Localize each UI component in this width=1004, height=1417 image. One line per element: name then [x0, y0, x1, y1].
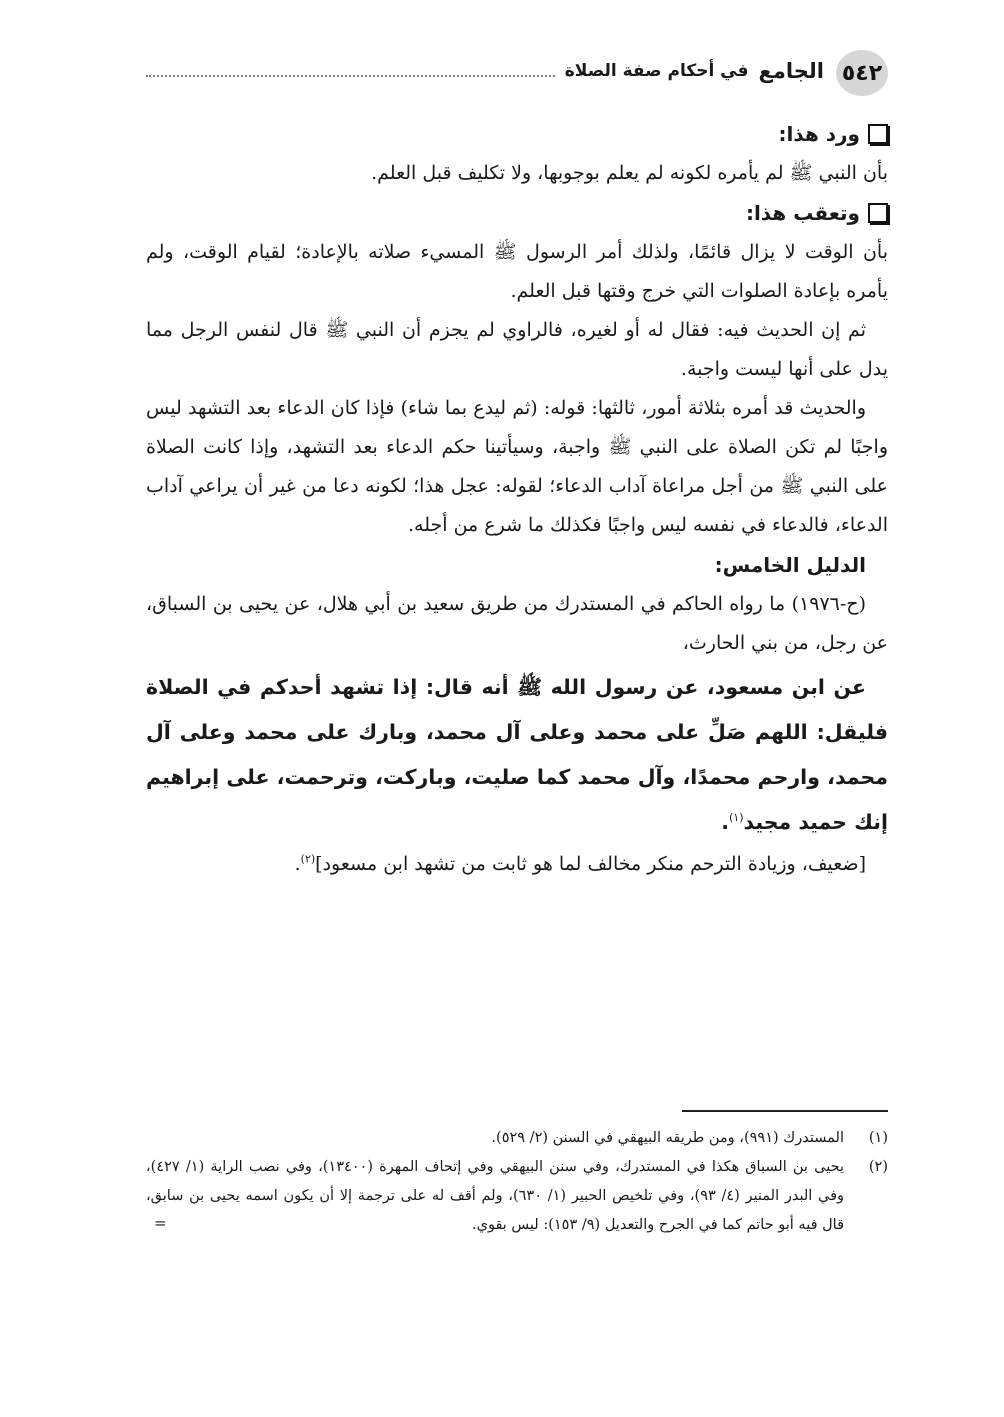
running-header	[146, 50, 888, 98]
footnote-ref-2[interactable]: (٢)	[300, 852, 316, 866]
grading-paragraph	[146, 845, 888, 884]
grading-period: .	[294, 853, 301, 875]
heading-text: ورد هذا:	[778, 122, 860, 146]
paragraph: ثم إن الحديث فيه: فقال له أو لغيره، فالراوي لم يجزم أن النبي ﷺ قال لنفس الرجل مما يدل على أنها ليست واجبة.	[146, 319, 888, 380]
paragraph: والحديث قد أمره بثلاثة أمور، ثالثها: قوله: (ثم ليدع بما شاء) فإذا كان الدعاء بعد التشهد ليس واجبًا لم تكن الصلاة على النبي ﷺ واجبة، وسيأتينا حكم الدعاء بعد التشهد، وإذا كانت الصلاة على النبي ﷺ من أجل مراعاة آداب الدعاء؛ لقوله: عجل هذا؛ لكونه دعا من غير أن يراعي آداب الدعاء، فالدعاء في نفسه ليس واجبًا فكذلك ما شرع من أجله.	[146, 397, 888, 536]
hadith-body: عن ابن مسعود، عن رسول الله ﷺ أنه قال: إذا تشهد أحدكم في الصلاة فليقل: اللهم صَلِّ على محمد وعلى آل محمد، وبارك على محمد وعلى آل محمد، وارحم محمدًا، وآل محمد كما صليت، وباركت، وترحمت، على إبراهيم إنك حميد مجيد	[146, 675, 888, 834]
paragraph: بأن النبي ﷺ لم يأمره لكونه لم يعلم بوجوبها، ولا تكليف قبل العلم.	[371, 162, 888, 184]
section-heading-fifth-evidence: الدليل الخامس:	[714, 553, 866, 577]
section-heading-rebuttal	[146, 114, 888, 154]
footnote-2	[146, 1153, 888, 1240]
grading-text: [ضعيف، وزيادة الترحم منكر مخالف لما هو ثابت من تشهد ابن مسعود]	[315, 853, 866, 875]
header-dotted-leader	[146, 75, 555, 77]
checkbox-square-icon	[868, 203, 888, 223]
paragraph: بأن الوقت لا يزال قائمًا، ولذلك أمر الرسول ﷺ المسيء صلاته بالإعادة؛ لقيام الوقت، ولم يأمره بإعادة الصلوات التي خرج وقتها قبل العلم.	[146, 241, 888, 302]
page-number-badge: ٥٤٢	[836, 50, 888, 96]
checkbox-square-icon	[868, 124, 888, 144]
footnote-separator	[682, 1110, 888, 1112]
hadith-text	[146, 665, 888, 845]
footnote-text: يحيى بن السباق هكذا في المستدرك، وفي سنن البيهقي وفي إتحاف المهرة (١٣٤٠٠)، وفي نصب الراية (١/ ٤٢٧)، وفي البدر المنير (٤/ ٩٣)، وفي تلخيص الحبير (١/ ٦٣٠)، ولم أقف له على ترجمة إلا أن يكون اسمه يحيى بن سابق، قال فيه أبو حاتم كما في الجرح والتعديل (٩/ ١٥٣): ليس بقوي.	[146, 1159, 845, 1233]
main-text	[146, 114, 888, 884]
book-page	[146, 0, 888, 1417]
section-heading-objection	[146, 193, 888, 233]
footnote-number: (١)	[868, 1130, 888, 1146]
footnote-1	[146, 1124, 888, 1153]
hadith-period: .	[721, 810, 729, 834]
footnote-text: المستدرك (٩٩١)، ومن طريقه البيهقي في السنن (٢/ ٥٢٩).	[491, 1130, 844, 1146]
header-title	[146, 54, 824, 88]
footnotes	[146, 1124, 888, 1240]
header-title-main: الجامع	[758, 59, 824, 83]
footnote-ref-1[interactable]: (١)	[728, 811, 744, 825]
hadith-chain-paragraph: (ح-١٩٧٦) ما رواه الحاكم في المستدرك من طريق سعيد بن أبي هلال، عن يحيى بن السباق، عن رجل، من بني الحارث،	[146, 593, 888, 654]
continued-mark: =	[154, 1214, 167, 1232]
heading-text: وتعقب هذا:	[745, 201, 860, 225]
header-title-rest: في أحكام صفة الصلاة	[564, 61, 749, 81]
footnote-number: (٢)	[868, 1159, 888, 1175]
